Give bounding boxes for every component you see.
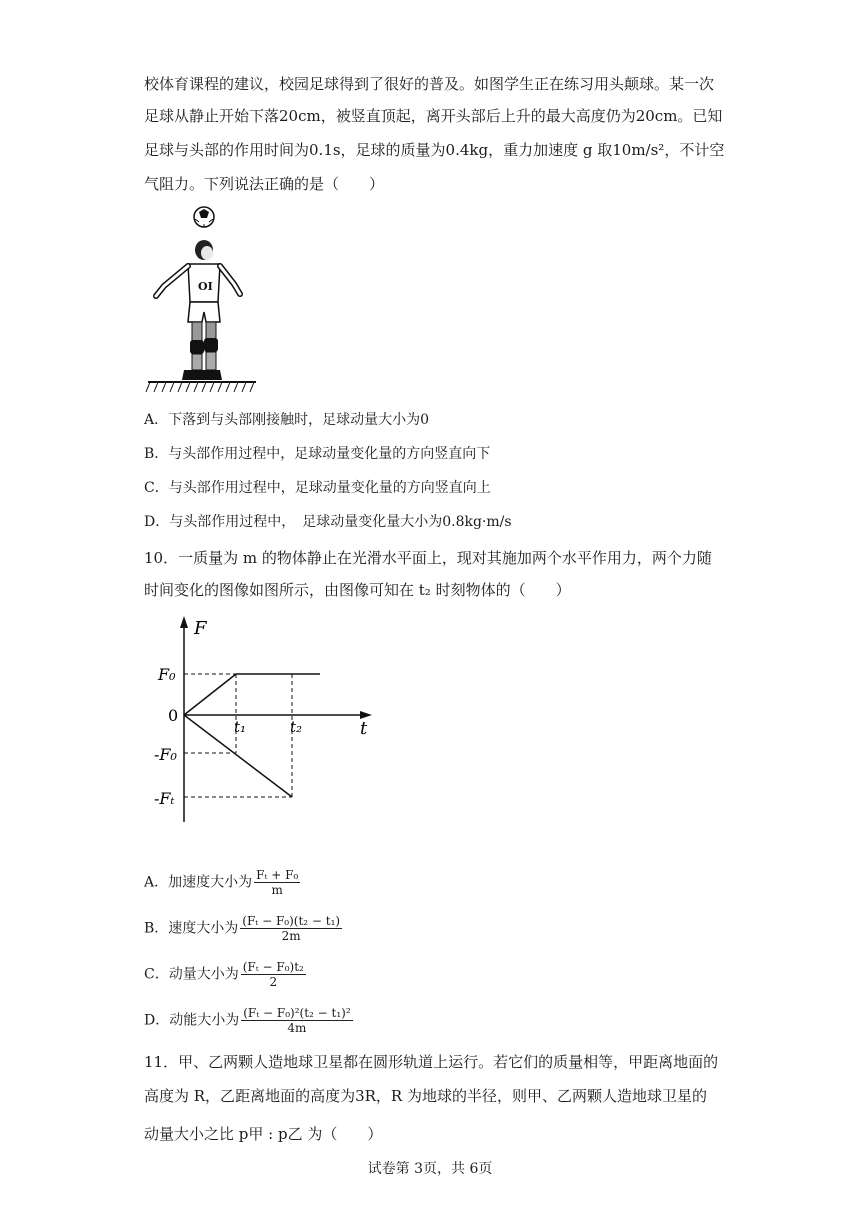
- label-neg-f0: -F₀: [154, 745, 177, 764]
- origin-label: 0: [168, 706, 179, 725]
- q10-option-c-den: 2: [269, 975, 278, 989]
- q9-option-a: A．下落到与头部刚接触时，足球动量大小为0: [144, 412, 430, 428]
- q9-line-4: 气阻力。下列说法正确的是（ ）: [144, 175, 385, 193]
- q10-option-b-den: 2m: [281, 929, 301, 943]
- q9-option-c: C．与头部作用过程中，足球动量变化量的方向竖直向上: [144, 480, 491, 496]
- svg-text:OI: OI: [198, 280, 213, 293]
- page-footer: 试卷第 3页，共 6页: [367, 1161, 493, 1177]
- q10-option-a-prefix: A．加速度大小为: [144, 874, 253, 891]
- x-axis-label: t: [360, 718, 368, 739]
- q10-option-c-prefix: C．动量大小为: [144, 966, 239, 983]
- q9-line-1: 校体育课程的建议，校园足球得到了很好的普及。如图学生正在练习用头颠球。某一次: [144, 75, 715, 93]
- soccer-player-illustration: [144, 200, 264, 400]
- q10-option-c-fraction: [241, 960, 306, 989]
- q9-option-b: B．与头部作用过程中，足球动量变化量的方向竖直向下: [144, 446, 491, 462]
- q10-option-b: [144, 914, 342, 943]
- y-axis-label: F: [194, 618, 207, 639]
- label-t1: t₁: [234, 718, 247, 736]
- q10-option-d-prefix: D．动能大小为: [144, 1012, 240, 1029]
- q9-option-d: D．与头部作用过程中， 足球动量变化量大小为0.8kg·m/s: [144, 514, 512, 530]
- q10-option-d-den: 4m: [287, 1021, 307, 1035]
- q10-option-a-num: Fₜ + F₀: [256, 868, 299, 882]
- q10-line-1: 10．一质量为 m 的物体静止在光滑水平面上，现对其施加两个水平作用力，两个力随: [144, 549, 712, 567]
- q10-option-a-fraction: [254, 868, 300, 897]
- q9-line-2: 足球从静止开始下落20cm，被竖直顶起，离开头部后上升的最大高度仍为20cm。已知: [144, 107, 723, 125]
- q11-line-2: 高度为 R，乙距离地面的高度为3R，R 为地球的半径，则甲、乙两颗人造地球卫星的: [144, 1087, 707, 1105]
- q10-option-a: [144, 868, 300, 897]
- q11-line-1: 11．甲、乙两颗人造地球卫星都在圆形轨道上运行。若它们的质量相等，甲距离地面的: [144, 1053, 719, 1071]
- q11-line-3: 动量大小之比 p甲 : p乙 为（ ）: [144, 1125, 383, 1143]
- q10-option-b-num: (Fₜ − F₀)(t₂ − t₁): [242, 914, 341, 928]
- q10-option-c: [144, 960, 306, 989]
- q9-line-3: 足球与头部的作用时间为0.1s，足球的质量为0.4kg，重力加速度 g 取10m/s²，不计空: [144, 141, 725, 159]
- q10-option-b-fraction: [240, 914, 342, 943]
- q10-option-a-den: m: [271, 883, 283, 897]
- q10-option-d-num: (Fₜ − F₀)²(t₂ − t₁)²: [243, 1006, 351, 1020]
- force-time-graph: [150, 612, 390, 832]
- label-neg-ft: -Fₜ: [154, 789, 175, 808]
- label-t2: t₂: [290, 718, 303, 736]
- q10-option-b-prefix: B．速度大小为: [144, 920, 239, 937]
- label-f0: F₀: [158, 665, 176, 684]
- q10-option-d: [144, 1006, 353, 1035]
- q10-option-c-num: (Fₜ − F₀)t₂: [242, 960, 304, 974]
- q10-line-2: 时间变化的图像如图所示，由图像可知在 t₂ 时刻物体的（ ）: [144, 581, 571, 599]
- q10-option-d-fraction: [241, 1006, 352, 1035]
